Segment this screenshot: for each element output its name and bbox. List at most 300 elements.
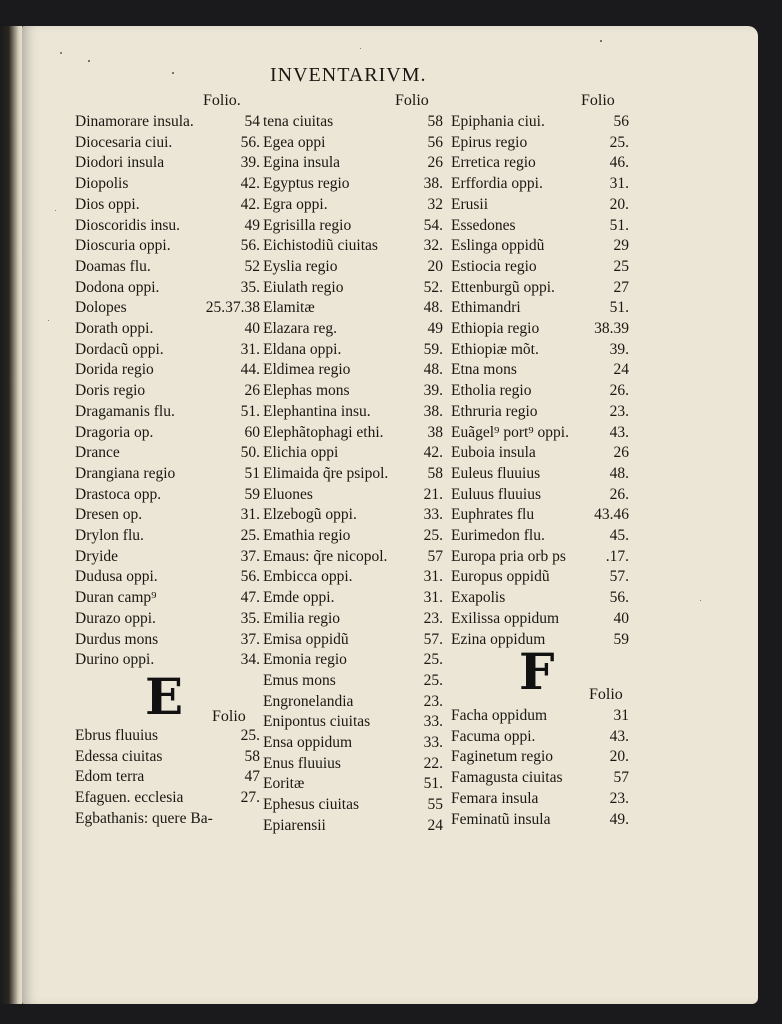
- entry-folio: 26: [613, 444, 629, 462]
- paper-speck: [600, 40, 602, 42]
- entry-name: Egrisilla regio: [263, 216, 352, 234]
- entry-name: Euboia insula: [451, 444, 536, 462]
- entry-name: Emus mons: [263, 671, 336, 689]
- entry-name: Doris regio: [75, 382, 146, 400]
- index-entry: [75, 278, 260, 298]
- entry-name: Ezina oppidum: [451, 630, 546, 648]
- entry-folio: 57: [427, 547, 443, 565]
- entry-folio: 33.: [423, 506, 443, 524]
- index-entry: [263, 816, 443, 836]
- index-entry: [451, 485, 629, 505]
- entry-name: Eluones: [263, 485, 313, 503]
- entry-folio: 54: [244, 113, 260, 130]
- index-entry: [75, 526, 260, 546]
- entry-name: Femara insula: [451, 789, 539, 807]
- index-entry: [75, 381, 260, 401]
- entry-folio: 39.: [423, 382, 443, 400]
- entry-name: Elimaida q̃re psipol.: [263, 464, 389, 482]
- index-entry: [451, 567, 629, 587]
- entry-folio: 51.: [240, 402, 260, 420]
- entry-name: Estiocia regio: [451, 257, 537, 275]
- entry-name: Dios oppi.: [75, 195, 140, 213]
- entry-name: Durazo oppi.: [75, 609, 156, 627]
- index-entry: [75, 298, 260, 318]
- entry-folio: 47: [244, 768, 260, 786]
- index-entry: [75, 609, 260, 629]
- index-entry: [451, 443, 629, 463]
- entry-folio: 48.: [423, 299, 443, 317]
- index-entry: [263, 485, 443, 505]
- entry-name: Embicca oppi.: [263, 568, 353, 586]
- index-entry: [75, 423, 260, 443]
- entry-name: Dolopes: [75, 299, 127, 317]
- index-entry: [451, 112, 629, 132]
- entry-folio: 35.: [240, 278, 260, 296]
- index-entry: [263, 588, 443, 608]
- entry-folio: 23.: [423, 609, 443, 627]
- entry-name: Durdus mons: [75, 630, 159, 648]
- entry-name: Dodona oppi.: [75, 278, 160, 296]
- index-entry: [75, 767, 260, 787]
- entry-folio: 31: [613, 707, 629, 724]
- index-entry: [451, 727, 629, 747]
- index-entry: [451, 298, 629, 318]
- entry-folio: 46.: [609, 154, 629, 172]
- index-entry: [75, 726, 260, 746]
- index-entry: [263, 402, 443, 422]
- entry-name: Diodori insula: [75, 154, 165, 172]
- index-entry: [451, 609, 629, 629]
- entry-folio: 31.: [240, 506, 260, 524]
- entry-folio: 26.: [609, 382, 629, 400]
- entry-name: Dioscuria oppi.: [75, 237, 171, 255]
- entry-folio: 56.: [609, 589, 629, 607]
- index-entry: [451, 278, 629, 298]
- entry-folio: 57.: [609, 568, 629, 586]
- index-entry: [75, 630, 260, 650]
- entry-name: Dinamorare insula.: [75, 113, 194, 130]
- entry-name: Eoritæ: [263, 775, 305, 793]
- entry-name: Dioscoridis insu.: [75, 216, 181, 234]
- paper-speck: [60, 52, 62, 54]
- entry-folio: 57.: [423, 630, 443, 648]
- entry-folio: 25.: [240, 527, 260, 544]
- entry-folio: 59.: [423, 340, 443, 358]
- entry-name: Dordacũ oppi.: [75, 340, 164, 358]
- entry-name: Enus fluuius: [263, 754, 341, 772]
- entry-folio: 48.: [609, 464, 629, 482]
- entry-folio: 25.: [609, 133, 629, 151]
- entry-name: Edom terra: [75, 768, 145, 786]
- entry-name: Dorath oppi.: [75, 320, 154, 337]
- entry-folio: 49: [244, 216, 260, 234]
- index-entry: [75, 133, 260, 153]
- entry-folio: 47.: [240, 589, 260, 607]
- index-entry: [263, 526, 443, 546]
- entry-folio: 27.: [240, 789, 260, 807]
- index-entry: [263, 671, 443, 691]
- entry-folio: 32.: [423, 237, 443, 255]
- index-entry: [263, 464, 443, 484]
- index-entry: [75, 505, 260, 525]
- index-entry: [451, 402, 629, 422]
- entry-name: Emisa oppidũ: [263, 630, 349, 648]
- entry-name: Eldimea regio: [263, 361, 351, 379]
- index-entry: [263, 547, 443, 567]
- index-entry: [263, 423, 443, 443]
- index-entry: [75, 236, 260, 256]
- index-entry: [263, 236, 443, 256]
- index-entry: [263, 174, 443, 194]
- entry-name: Enipontus ciuitas: [263, 713, 371, 731]
- entry-folio: 40: [613, 609, 629, 627]
- entry-folio: 56.: [240, 133, 260, 151]
- index-entry: [75, 402, 260, 422]
- entry-name: Etholia regio: [451, 382, 532, 400]
- index-entry: [263, 216, 443, 236]
- index-entry: [75, 257, 260, 277]
- index-entry: [75, 567, 260, 587]
- entry-folio: 38.39: [594, 320, 629, 337]
- index-entry: [451, 588, 629, 608]
- entry-name: Dragamanis flu.: [75, 402, 175, 420]
- entry-name: Ebrus fluuius: [75, 727, 159, 744]
- index-entry: [451, 257, 629, 277]
- entry-folio: 51.: [609, 216, 629, 234]
- index-entry: [75, 547, 260, 567]
- entry-folio: 25.: [423, 671, 443, 689]
- index-entry: [451, 216, 629, 236]
- entry-folio: 20: [427, 257, 443, 275]
- entry-folio: 55: [427, 796, 443, 814]
- entry-name: Elephas mons: [263, 382, 350, 400]
- index-entry: [75, 216, 260, 236]
- entry-folio: 31.: [609, 175, 629, 193]
- index-entry: [263, 754, 443, 774]
- index-entry: [75, 788, 260, 808]
- index-entry: [451, 747, 629, 767]
- entry-folio: 59: [244, 485, 260, 503]
- initial-letter-e: E: [145, 667, 184, 726]
- column-header: Folio: [395, 92, 429, 109]
- entry-folio: 26: [427, 154, 443, 172]
- index-entry: [263, 733, 443, 753]
- entry-folio: 40: [244, 320, 260, 337]
- entry-folio: 49: [427, 320, 443, 337]
- index-entry: [263, 195, 443, 215]
- entry-name: Dryide: [75, 547, 119, 565]
- entry-name: Erffordia oppi.: [451, 175, 543, 193]
- entry-folio: 56: [427, 133, 443, 151]
- entry-name: Duran camp⁹: [75, 589, 157, 607]
- entry-name: Exapolis: [451, 589, 506, 607]
- entry-folio: 31.: [240, 340, 260, 358]
- entry-folio: 43.: [609, 727, 629, 745]
- entry-name: Ethiopia regio: [451, 320, 540, 337]
- index-entry: [451, 706, 629, 726]
- entry-name: Elamitæ: [263, 299, 315, 317]
- entry-name: Emaus: q̃re nicopol.: [263, 547, 388, 565]
- entry-folio: 58: [427, 113, 443, 130]
- entry-folio: 22.: [423, 754, 443, 772]
- entry-name: Egyptus regio: [263, 175, 350, 193]
- index-entry: [451, 381, 629, 401]
- entry-folio: 25.: [240, 727, 260, 744]
- index-entry: [451, 789, 629, 809]
- entry-folio: 54.: [423, 216, 443, 234]
- entry-folio: 25: [613, 257, 629, 275]
- entry-name: Drastoca opp.: [75, 485, 162, 503]
- section-header: Folio: [212, 708, 246, 725]
- entry-folio: 56: [613, 113, 629, 130]
- entry-folio: 20.: [609, 195, 629, 213]
- entry-folio: 42.: [423, 444, 443, 462]
- entry-folio: 48.: [423, 361, 443, 379]
- entry-name: Ensa oppidum: [263, 734, 353, 751]
- entry-name: Ethimandri: [451, 299, 521, 317]
- entry-name: Euãgel⁹ port⁹ oppi.: [451, 423, 569, 441]
- entry-name: Euphrates flu: [451, 506, 535, 524]
- entry-folio: 39.: [609, 340, 629, 358]
- entry-name: Eslinga oppidũ: [451, 237, 545, 255]
- entry-name: Europa pria orb ps: [451, 547, 566, 565]
- entry-name: Diocesaria ciui.: [75, 133, 173, 151]
- entry-folio: 57: [613, 769, 629, 787]
- entry-folio: 60: [244, 423, 260, 441]
- entry-folio: 42.: [240, 195, 260, 213]
- index-entry: [263, 340, 443, 360]
- initial-letter-f: F: [519, 642, 555, 701]
- entry-name: Facha oppidum: [451, 707, 547, 724]
- index-entry: [451, 133, 629, 153]
- index-entry: [263, 360, 443, 380]
- entry-folio: 52: [244, 257, 260, 275]
- index-entry: [263, 112, 443, 132]
- entry-name: Diopolis: [75, 175, 129, 193]
- entry-folio: 34.: [240, 651, 260, 669]
- index-entry: [451, 423, 629, 443]
- entry-name: Etna mons: [451, 361, 517, 379]
- entry-folio: 33.: [423, 713, 443, 731]
- entry-folio: 43.46: [594, 506, 629, 524]
- entry-folio: 44.: [240, 361, 260, 379]
- entry-folio: 38.: [423, 175, 443, 193]
- index-entry: [75, 588, 260, 608]
- index-entry: [263, 278, 443, 298]
- entry-name: Drylon flu.: [75, 527, 144, 544]
- index-entry: [451, 236, 629, 256]
- entry-name: Euluus fluuius: [451, 485, 541, 503]
- entry-name: Ethruria regio: [451, 402, 538, 420]
- entry-folio: 25.: [423, 527, 443, 544]
- index-entry: [451, 768, 629, 788]
- entry-folio: 43.: [609, 423, 629, 441]
- entry-folio: 42.: [240, 175, 260, 193]
- entry-folio: 27: [613, 278, 629, 296]
- entry-folio: 56.: [240, 568, 260, 586]
- entry-name: tena ciuitas: [263, 113, 334, 130]
- entry-folio: 26.: [609, 485, 629, 503]
- index-entry: [75, 340, 260, 360]
- entry-name: Epirus regio: [451, 133, 528, 151]
- index-entry: [451, 505, 629, 525]
- entry-name: Dorida regio: [75, 361, 154, 379]
- entry-name: Euleus fluuius: [451, 464, 541, 482]
- entry-folio: 45.: [609, 527, 629, 544]
- index-entry: [75, 360, 260, 380]
- index-entry: [451, 195, 629, 215]
- entry-folio: 25.37.38: [205, 299, 260, 317]
- entry-folio: 59: [613, 630, 629, 648]
- entry-folio: .17.: [605, 547, 629, 565]
- index-entry: [75, 747, 260, 767]
- entry-name: Efaguen. ecclesia: [75, 789, 184, 807]
- entry-name: Epiarensii: [263, 816, 326, 834]
- index-entry: [263, 133, 443, 153]
- index-entry: [263, 630, 443, 650]
- entry-name: Elzebogũ oppi.: [263, 506, 357, 524]
- entry-folio: 21.: [423, 485, 443, 503]
- entry-folio: 35.: [240, 609, 260, 627]
- index-entry: [263, 381, 443, 401]
- index-entry: [263, 505, 443, 525]
- entry-name: Erretica regio: [451, 154, 536, 172]
- entry-name: Doamas flu.: [75, 257, 151, 275]
- index-entry: [451, 153, 629, 173]
- entry-folio: 31.: [423, 568, 443, 586]
- entry-name: Ephesus ciuitas: [263, 796, 359, 814]
- index-entry: [263, 257, 443, 277]
- column-header: Folio: [581, 92, 615, 109]
- entry-name: Durino oppi.: [75, 651, 155, 669]
- entry-folio: 58: [427, 464, 443, 482]
- index-entry: [451, 526, 629, 546]
- index-entry: [263, 567, 443, 587]
- entry-folio: 52.: [423, 278, 443, 296]
- column-header: Folio.: [203, 92, 241, 109]
- entry-folio: 51: [244, 464, 260, 482]
- entry-name: Ethiopiæ mõt.: [451, 340, 539, 358]
- entry-name: Eichistodiũ ciuitas: [263, 237, 378, 255]
- entry-name: Engronelandia: [263, 692, 354, 710]
- entry-name: Eyslia regio: [263, 257, 338, 275]
- entry-name: Erusii: [451, 195, 489, 213]
- entry-name: Egina insula: [263, 154, 341, 172]
- paper-speck: [172, 72, 174, 74]
- entry-folio: 31.: [423, 589, 443, 607]
- index-entry: [451, 464, 629, 484]
- entry-name: Epiphania ciui.: [451, 113, 545, 130]
- entry-name: Edessa ciuitas: [75, 747, 163, 765]
- entry-name: Ettenburgũ oppi.: [451, 278, 555, 296]
- entry-name: Eldana oppi.: [263, 340, 342, 358]
- entry-folio: 51.: [423, 775, 443, 793]
- entry-name: Egea oppi: [263, 133, 326, 151]
- index-entry: [75, 809, 260, 829]
- entry-folio: 29: [613, 237, 629, 255]
- entry-name: Dresen op.: [75, 506, 143, 524]
- index-entry: [263, 650, 443, 670]
- index-entry: [75, 112, 260, 132]
- entry-name: Dudusa oppi.: [75, 568, 158, 586]
- index-entry: [263, 443, 443, 463]
- entry-folio: 50.: [240, 444, 260, 462]
- entry-name: Emonia regio: [263, 651, 347, 669]
- entry-name: Elephantina insu.: [263, 402, 371, 420]
- entry-folio: 37.: [240, 547, 260, 565]
- entry-folio: 26: [244, 382, 260, 400]
- entry-name: Essedones: [451, 216, 516, 234]
- book-spine: [0, 26, 22, 1004]
- paper-speck: [88, 60, 90, 62]
- index-entry: [75, 174, 260, 194]
- index-entry: [263, 153, 443, 173]
- index-entry: [75, 195, 260, 215]
- entry-name: Exilissa oppidum: [451, 609, 560, 627]
- entry-folio: 37.: [240, 630, 260, 648]
- entry-name: Emilia regio: [263, 609, 341, 627]
- entry-name: Eurimedon flu.: [451, 527, 545, 544]
- index-entry: [75, 485, 260, 505]
- entry-folio: 51.: [609, 299, 629, 317]
- entry-folio: 58: [244, 747, 260, 765]
- entry-name: Elephãtophagi ethi.: [263, 423, 384, 441]
- entry-folio: 38: [427, 423, 443, 441]
- entry-name: Elazara reg.: [263, 320, 337, 337]
- index-entry: [263, 692, 443, 712]
- entry-folio: 56.: [240, 237, 260, 255]
- index-entry: [451, 319, 629, 339]
- entry-folio: 33.: [423, 734, 443, 751]
- entry-name: Famagusta ciuitas: [451, 769, 563, 787]
- section-header: Folio: [589, 686, 623, 703]
- entry-name: Emathia regio: [263, 527, 351, 544]
- entry-folio: 32: [427, 195, 443, 213]
- entry-name: Eiulath regio: [263, 278, 344, 296]
- entry-folio: 24: [613, 361, 629, 379]
- index-entry: [75, 153, 260, 173]
- entry-name: Dragoria op.: [75, 423, 154, 441]
- entry-folio: 23.: [423, 692, 443, 710]
- entry-name: Feminatũ insula: [451, 810, 551, 828]
- entry-folio: 24: [427, 816, 443, 834]
- entry-folio: 38.: [423, 402, 443, 420]
- entry-name: Faginetum regio: [451, 748, 554, 766]
- entry-folio: 23.: [609, 789, 629, 807]
- entry-folio: 39.: [240, 154, 260, 172]
- entry-name: Europus oppidũ: [451, 568, 550, 586]
- entry-name: Elichia oppi: [263, 444, 339, 462]
- entry-folio: 23.: [609, 402, 629, 420]
- index-entry: [451, 360, 629, 380]
- index-entry: [75, 464, 260, 484]
- entry-name: Egbathanis: quere Ba-: [75, 809, 213, 827]
- entry-name: Drance: [75, 444, 120, 462]
- index-entry: [263, 298, 443, 318]
- entry-folio: 25.: [423, 651, 443, 669]
- index-entry: [451, 810, 629, 830]
- index-entry: [75, 319, 260, 339]
- entry-name: Egra oppi.: [263, 195, 328, 213]
- index-entry: [263, 774, 443, 794]
- index-entry: [263, 319, 443, 339]
- entry-name: Emde oppi.: [263, 589, 335, 607]
- index-entry: [263, 712, 443, 732]
- page-title: INVENTARIVM.: [270, 64, 427, 86]
- entry-name: Drangiana regio: [75, 464, 176, 482]
- index-entry: [451, 174, 629, 194]
- entry-name: Facuma oppi.: [451, 727, 536, 745]
